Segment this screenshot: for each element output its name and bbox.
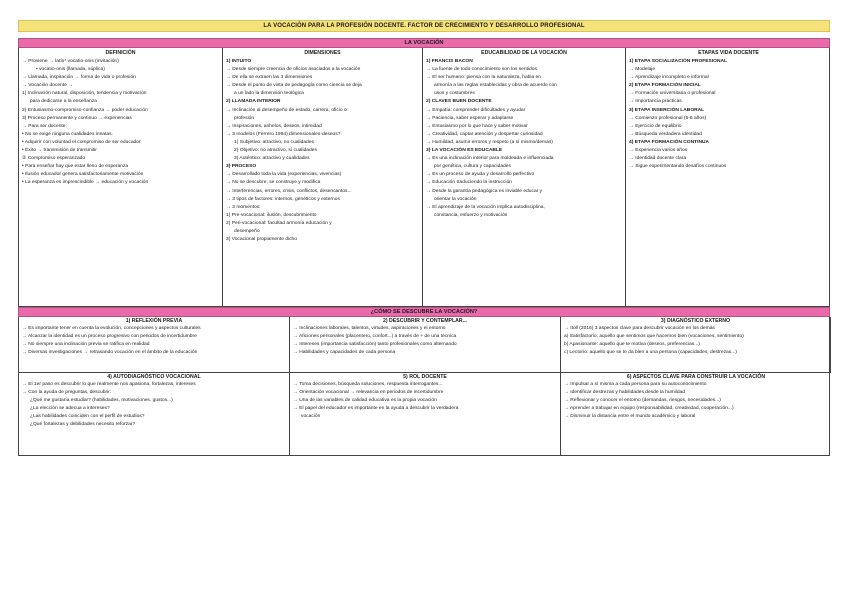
note-line: → Desde siempre creencia de oficios asociados a la vocación: [226, 67, 361, 73]
note-line: orientar la vocación: [434, 196, 477, 202]
note-line: 3) PROCESO: [226, 164, 257, 170]
note-line: → Proviene → latín* vocatio-onis (invitación): [22, 59, 119, 64]
page-title: LA VOCACIÓN PARA LA PROFESIÓN DOCENTE. FACTOR DE CRECIMIENTO Y DESARROLLO PROFESIONAL: [18, 20, 830, 32]
note-line: constancia, esfuerzo y motivación: [434, 212, 508, 218]
column-definicion: [19, 48, 223, 306]
note-line: → Con la ayuda de preguntas, descubrir:: [22, 390, 112, 396]
note-line: → Para ser docente:: [22, 123, 67, 129]
note-line: • vocatio-onis (llamada, súplica): [36, 67, 105, 73]
note-line: → Importancia prácticas: [629, 99, 682, 105]
note-line: → Modelaje: [629, 67, 656, 73]
note-line: → Desarrollado toda la vida (experiencias, vivencias): [226, 172, 342, 178]
note-line: 2) Peri-vocacional: facultad armonía educación y: [226, 220, 332, 226]
note-line: → El papel del educador es importante en la ayuda a descubrir la verdadera: [293, 406, 459, 412]
note-line: → Creatividad, captar atención y despertar curiosidad: [426, 131, 543, 137]
note-line: → Educación traduciendo la instrucción: [426, 180, 512, 186]
note-line: 3) LA VOCACIÓN ES EDUCABLE: [426, 148, 503, 154]
note-line: → Una de las variables de calidad educativa es la propia vocación: [293, 398, 437, 404]
note-line: → Inclinaciones laborales, talentos, virtudes, aspiraciones y el entorno: [293, 326, 446, 331]
note-line: 3) Vocacional propiamente dicho: [226, 237, 297, 243]
note-line: → Inclinación al desempeño de estado, carrera, oficio o: [226, 107, 347, 113]
note-line: → Ejercicio de equilibrio: [629, 123, 682, 129]
note-line: • Adquirir con voluntad el compromiso de ser educador: [22, 139, 141, 145]
note-line: → Diversas investigaciones → retrasando vocación en el ámbito de la educación: [22, 350, 198, 356]
note-line: 2) Entusiasmo-compromiso-confianza → poder educación: [22, 107, 148, 113]
note-line: 3) ETAPA INSERCIÓN LABORAL: [629, 107, 705, 113]
note-line: → Itoll (2016) 3 aspectos clave para descubrir vocación en los demás: [564, 326, 715, 331]
note-line: 1) INTUITO: [226, 59, 252, 64]
note-line: → Toma decisiones, búsqueda soluciones, respuesta interrogantes...: [293, 382, 443, 387]
block-title: 5) ROL DOCENTE: [403, 374, 447, 380]
note-line: b) Apasionante: aquello que te motiva (deseos, preferencias...): [564, 342, 700, 348]
note-line: → La fuente de todo conocimiento son los sentidos: [426, 67, 537, 73]
note-line: • Para enseñar hay que estar lleno de esperanza: [22, 164, 129, 170]
note-line: profesión: [234, 115, 255, 121]
note-line: para dedicarse a la enseñanza: [30, 99, 97, 105]
note-line: • La esperanza es imprescindible → educación y vocación: [22, 180, 149, 186]
note-line: ② Compromiso esperanzado: [22, 156, 86, 162]
vocacion-columns: [18, 48, 830, 307]
note-line: → 3 tipos de factores: internos, genéticos y externos: [226, 196, 340, 202]
block-title: 1) REFLEXIÓN PREVIA: [125, 318, 183, 324]
note-line: ¿Qué me gustaría estudiar? (habilidades, motivaciones, gustos...): [30, 398, 173, 404]
cell-reflexion-previa: [19, 317, 290, 373]
note-line: → Aprender a trabajar en equipo (responsabilidad, creatividad, cooperación...): [564, 406, 734, 412]
block-title: ETAPAS VIDA DOCENTE: [698, 50, 759, 56]
column-dimensiones: [223, 48, 423, 306]
note-line: → 3 momentos:: [226, 204, 261, 210]
note-line: c) Lectorio: aquello que se te da bien a una persona (capacidades, destrezas...): [564, 350, 737, 356]
note-line: → Es importante tener en cuenta la evolución, concepciones y aspectos culturales: [22, 326, 201, 331]
note-line: → Búsqueda verdadera identidad: [629, 131, 702, 137]
note-line: → De ella se extraen las 3 dimensiones: [226, 75, 313, 81]
note-line: a un lado la dimensión teológica: [234, 91, 304, 97]
note-line: → El 1er paso es descubrir lo que realmente nos apasiona, fortalezas, intereses: [22, 382, 196, 387]
note-line: 2) LLAMADA INTERIOR: [226, 99, 281, 105]
note-line: ¿Las habilidades coinciden con el perfil de estudios?: [30, 414, 145, 420]
note-line: 1) Inclinación natural, disposición, tendencia y motivación: [22, 91, 147, 97]
note-line: → Paciencia, saber esperar y adaptarse: [426, 115, 514, 121]
block-title: DIMENSIONES: [304, 50, 341, 56]
note-line: por genética, cultura y capacidades: [434, 164, 511, 170]
section-header-la-vocacion: LA VOCACIÓN: [18, 38, 830, 48]
note-line: desempeño: [234, 228, 260, 234]
note-line: → Empatía: comprender dificultades y ayudar: [426, 107, 526, 113]
note-line: → Formación universitaria o profesional: [629, 91, 716, 97]
note-line: • No se exige ninguna cualidades innatas.: [22, 131, 113, 137]
note-line: → Aficiones personales (placentero, confort...) a través de + de una técnica: [293, 334, 457, 340]
note-line: • Éxito → transmisión de transmitir: [22, 148, 97, 154]
note-line: → Comienzo profesional (5-6 años): [629, 115, 707, 121]
note-line: → Entusiasmo por lo que hace y saber motivar: [426, 123, 528, 129]
note-line: 2) ETAPA FORMACIÓN INICIAL: [629, 83, 701, 89]
note-line: → 3 modelos (Ferrero 1994) dimensionales-deseos?: [226, 131, 341, 137]
cell-autodiagnostico: [19, 373, 290, 455]
cell-diagnostico-externo: [561, 317, 831, 373]
section-header-como-se-descubre: ¿CÓMO SE DESCUBRE LA VOCACIÓN?: [18, 307, 830, 317]
summary-sheet: [18, 20, 830, 456]
note-line: → Alcanzar la identidad es un proceso progresivo con periodos de incertidumbre: [22, 334, 197, 340]
note-line: → Vocación docente →: [22, 83, 74, 89]
note-line: 2) CLAVES BUEN DOCENTE: [426, 99, 492, 105]
note-line: → Identificar destrezas y habilidades desde la humildad: [564, 390, 685, 396]
note-line: → Aprendizaje incompleto e informal: [629, 75, 709, 81]
note-line: → Habilidades y capacidades de cada persona: [293, 350, 396, 356]
note-line: → Llamada, inspiración → forma de vida o profesión: [22, 75, 136, 81]
note-line: → Inspiraciones, anhelos, deseos, intimidad: [226, 123, 322, 129]
block-title: 6) ASPECTOS CLAVE PARA CONSTRUIR LA VOCACIÓN: [626, 374, 766, 380]
note-line: usos y costumbres: [434, 91, 475, 97]
note-line: armonía a las reglas establecidas y obra de acuerdo con: [434, 83, 557, 89]
note-line: 4) ETAPA FORMACIÓN CONTINUA: [629, 139, 710, 145]
note-line: → Sigue experimentando desafíos continuos: [629, 164, 727, 170]
note-line: → Desde la garantía pedagógica es inviable educar y: [426, 188, 543, 194]
note-line: → Impulsar a sí misma a cada persona para su autoconocimiento: [564, 382, 707, 387]
note-line: → Intereses (importancia satisfacción) tanto profesionales como alternando: [293, 342, 457, 348]
note-line: → Es una inclinación interior para moldeada e influenciada: [426, 156, 554, 162]
column-etapas: [626, 48, 831, 306]
note-line: → Reflexionar y conocer el entorno (demandas, riesgos, necesidades...): [564, 398, 721, 404]
note-line: ¿Qué fortalezas y debilidades necesito reforzar?: [30, 422, 136, 428]
note-line: 3) Proceso permanente y continuo → experiencias: [22, 115, 132, 121]
note-line: 1) ETAPA SOCIALIZACIÓN PROFESIONAL: [629, 59, 727, 64]
block-title: EDUCABILIDAD DE LA VOCACIÓN: [481, 50, 567, 56]
note-line: 1) Subjetivo: atractivo, no cualidades: [234, 139, 314, 145]
note-line: → El aprendizaje de la vocación implica autodisciplina,: [426, 204, 545, 210]
block-title: DEFINICIÓN: [105, 50, 136, 56]
note-line: → Desde el punto de vista de pedagogía como ciencia se deja: [226, 83, 362, 89]
descubre-grid: [18, 317, 830, 456]
column-educabilidad: [423, 48, 626, 306]
note-line: 2) Objetivo: no atractivo, sí cualidades: [234, 148, 317, 154]
cell-aspectos-clave: [561, 373, 831, 455]
block-title: 4) AUTODIAGNÓSTICO VOCACIONAL: [107, 374, 201, 380]
note-line: • Ilusión educador genera satisfactoriamente motivación: [22, 172, 144, 178]
cell-descubrir-contemplar: [290, 317, 561, 373]
note-line: → Disminuir la distancia entre el mundo académico y laboral: [564, 414, 696, 420]
note-line: → Humildad, asumir errores y respeto (a sí mismo/demás): [426, 139, 553, 145]
note-line: → El ser humano: piensa con la naturaleza, habla en: [426, 75, 542, 81]
note-line: → Interferencias, errores, crisis, conflictos, desencantos...: [226, 188, 352, 194]
block-title: 3) DIAGNÓSTICO EXTERNO: [660, 318, 731, 324]
note-line: → No se descubre, se construye y modifica: [226, 180, 321, 186]
note-line: → Experiencia varios años: [629, 148, 688, 154]
block-title: 2) DESCUBRIR Y CONTEMPLAR...: [383, 318, 467, 324]
note-line: 1) Pre-vocacional: ilusión, descubrimiento: [226, 212, 317, 218]
note-line: ¿La elección se adecua a intereses?: [30, 406, 110, 412]
note-line: 1) FRANCIS BACON: [426, 59, 473, 64]
cell-rol-docente: [290, 373, 561, 455]
note-line: → Identidad docente clara: [629, 156, 687, 162]
note-line: → Es un proceso de ayuda y desarrollo perfectivo: [426, 172, 535, 178]
note-line: a) Satisfactorio: aquello que sentimos que hacemos bien (vocaciones, sentimiento): [564, 334, 744, 340]
note-line: → Orientación vocacional → relevancia en periodos de incertidumbre: [293, 390, 444, 396]
note-line: → No siempre una inclinación previa se ratifica en realidad: [22, 342, 150, 348]
note-line: vocación: [301, 414, 321, 420]
note-line: 3) Auténtico: atractivo y cualidades: [234, 156, 310, 162]
